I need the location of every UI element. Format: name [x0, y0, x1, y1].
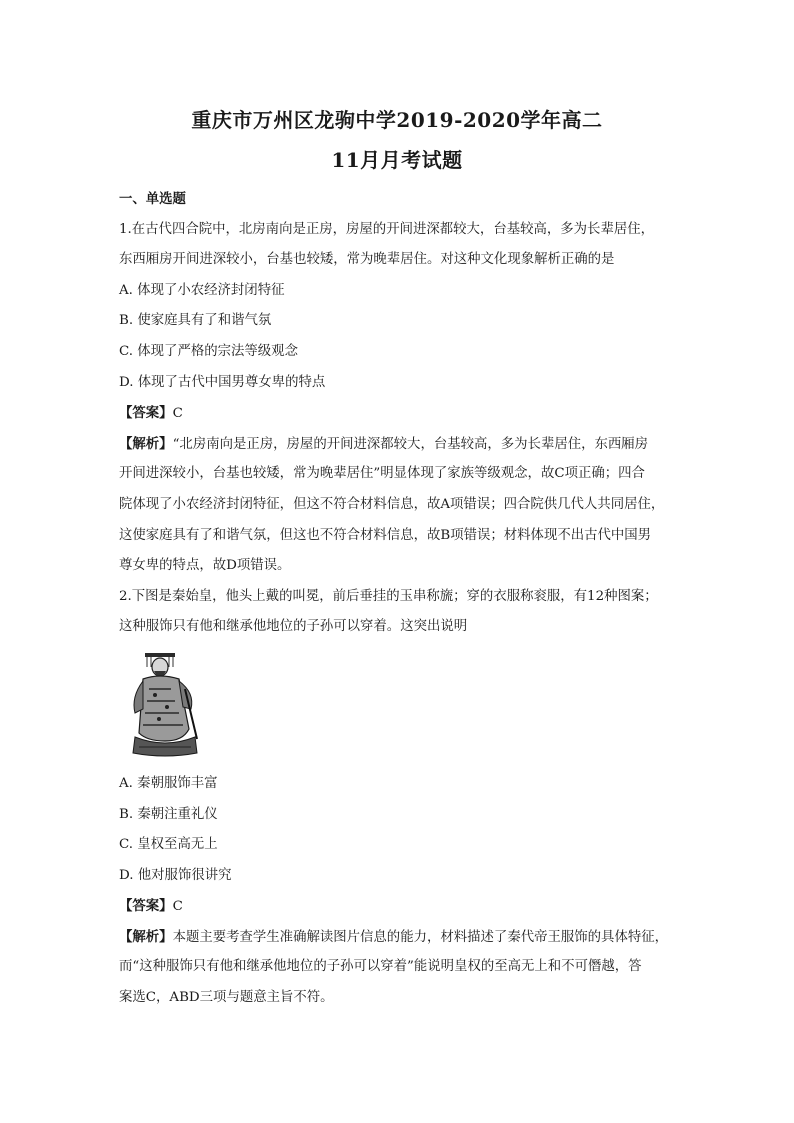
question-stem-line: 1.在古代四合院中，北房南向是正房，房屋的开间进深都较大，台基较高，多为长辈居住，: [119, 221, 655, 237]
explanation-line: [119, 429, 679, 460]
answer-value: C: [172, 899, 183, 915]
question-stem-line: 2.下图是秦始皇，他头上戴的叫冕，前后垂挂的玉串称旒；穿的衣服称衮服，有12种图案；: [119, 588, 658, 604]
option-d: D. 体现了古代中国男尊女卑的特点: [119, 374, 326, 390]
option-c: C. 体现了严格的宗法等级观念: [119, 343, 298, 359]
explanation-line: 院体现了小农经济封闭特征，但这不符合材料信息，故A项错误；四合院供几代人共同居住，: [119, 496, 665, 512]
explanation-line: 开间进深较小，台基也较矮，常为晚辈居住”明显体现了家族等级观念，故C项正确；四合: [119, 466, 645, 482]
answer-label: 【答案】: [119, 898, 173, 915]
question-1: [119, 215, 679, 582]
document-title-line2: 11月月考试题: [331, 148, 463, 172]
document-title-line1: 重庆市万州区龙驹中学2019-2020学年高二: [191, 108, 603, 132]
answer-value: C: [172, 406, 183, 422]
emperor-figure-icon: [125, 649, 205, 759]
answer-line: [119, 398, 679, 429]
explanation-line: 案选C，ABD三项与题意主旨不符。: [119, 990, 334, 1006]
explanation-text: 本题主要考查学生准确解读图片信息的能力，材料描述了秦代帝王服饰的具体特征，: [172, 929, 669, 945]
explanation-line: 这使家庭具有了和谐气氛，但这也不符合材料信息，故B项错误；材料体现不出古代中国男: [119, 527, 652, 543]
explanation-line: 而“这种服饰只有他和继承他地位的子孙可以穿着”能说明皇权的至高无上和不可僭越，答: [119, 959, 642, 975]
question-stem-line: 东西厢房开间进深较小，台基也较矮，常为晚辈居住。对这种文化现象解析正确的是: [119, 252, 615, 268]
option-d: D. 他对服饰很讲究: [119, 867, 232, 883]
document-body: [119, 184, 679, 1014]
option-b: B. 使家庭具有了和谐气氛: [119, 313, 272, 329]
option-c: C. 皇权至高无上: [119, 837, 218, 853]
explanation-label: 【解析】: [119, 435, 173, 452]
section-heading: 一、单选题: [119, 191, 186, 207]
emperor-illustration: [125, 649, 205, 759]
explanation-line: 尊女卑的特点，故D项错误。: [119, 558, 291, 574]
question-2: [119, 582, 679, 1014]
explanation-text: “北房南向是正房，房屋的开间进深都较大，台基较高，多为长辈居住，东西厢房: [172, 436, 649, 452]
answer-label: 【答案】: [119, 405, 173, 422]
option-a: A. 秦朝服饰丰富: [119, 775, 218, 791]
question-stem-line: 这种服饰只有他和继承他地位的子孙可以穿着。这突出说明: [119, 619, 468, 635]
explanation-label: 【解析】: [119, 928, 173, 945]
explanation-line: [119, 922, 679, 953]
answer-line: [119, 891, 679, 922]
option-a: A. 体现了小农经济封闭特征: [119, 282, 285, 298]
option-b: B. 秦朝注重礼仪: [119, 806, 218, 822]
